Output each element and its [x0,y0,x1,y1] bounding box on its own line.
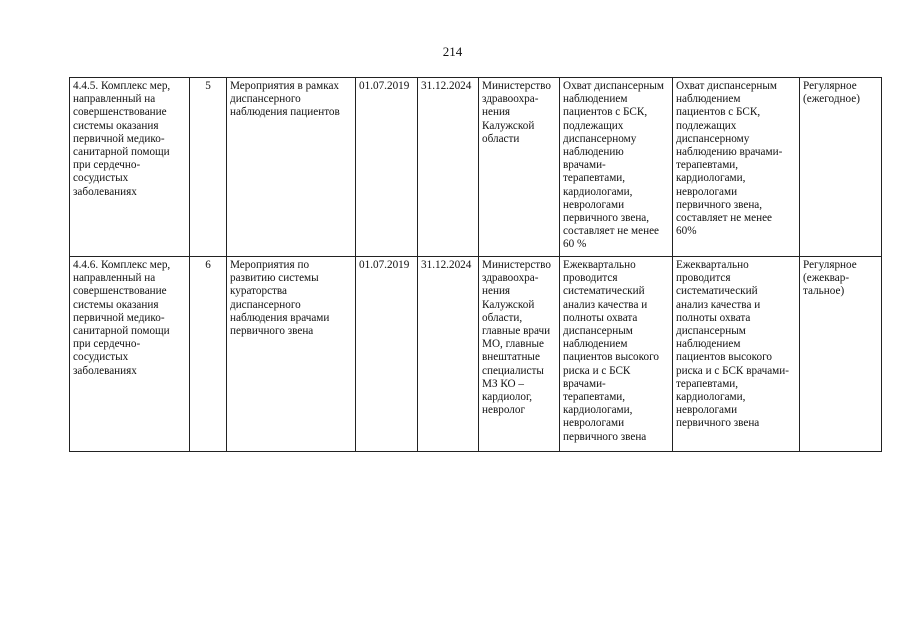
event-cell: Мероприятия в рамках диспансерного наблюдения пациентов [227,78,356,257]
measures-table [69,77,882,452]
page-number: 214 [442,44,463,59]
table-row [70,257,882,452]
frequency-cell: Регулярное (ежеквар- тальное) [800,257,882,452]
frequency-cell: Регулярное (ежегодное) [800,78,882,257]
executor-cell: Министерство здравоохра- нения Калужской области [479,78,560,257]
end-date-cell: 31.12.2024 [418,257,479,452]
executor-cell: Министерство здравоохра- нения Калужской области, главные врачи МО, главные внештатные специалисты МЗ КО – кардиолог, невролог [479,257,560,452]
row-number-cell: 5 [190,78,227,257]
end-date-cell: 31.12.2024 [418,78,479,257]
indicator-cell: Охват диспансерным наблюдением пациентов с БСК, подлежащих диспансерному наблюдению врачами- терапевтами, кардиологами, неврологами первичного звена, составляет не менее 60% [673,78,800,257]
result-cell: Охват диспансерным наблюдением пациентов с БСК, подлежащих диспансерному наблюдению врачами- терапевтами, кардиологами, неврологами первичного звена, составляет не менее 60 % [560,78,673,257]
start-date-cell: 01.07.2019 [356,257,418,452]
row-number-cell: 6 [190,257,227,452]
event-cell: Мероприятия по развитию системы кураторства диспансерного наблюдения врачами первичного звена [227,257,356,452]
measure-name-cell: 4.4.5. Комплекс мер, направленный на совершенствование системы оказания первичной медико- санитарной помощи при сердечно- сосудистых заболеваниях [70,78,190,257]
measure-name-cell: 4.4.6. Комплекс мер, направленный на совершенствование системы оказания первичной медико- санитарной помощи при сердечно- сосудистых заболеваниях [70,257,190,452]
result-cell: Ежеквартально проводится систематический анализ качества и полноты охвата диспансерным наблюдением пациентов высокого риска и с БСК врачами- терапевтами, кардиологами, неврологами первичного звена [560,257,673,452]
indicator-cell: Ежеквартально проводится систематический анализ качества и полноты охвата диспансерным наблюдением пациентов высокого риска и с БСК врачами- терапевтами, кардиологами, неврологами первичного звена [673,257,800,452]
start-date-cell: 01.07.2019 [356,78,418,257]
table-row [70,78,882,257]
